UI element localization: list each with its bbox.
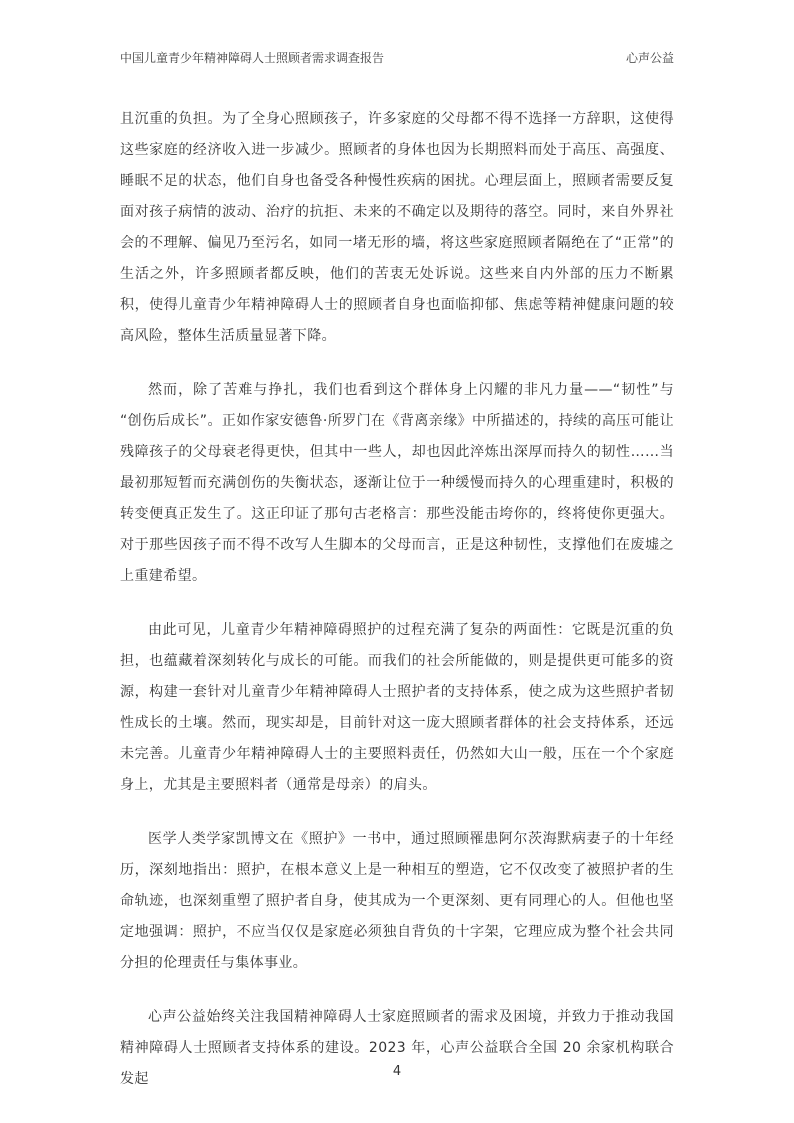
- body-paragraph: 由此可见，儿童青少年精神障碍照护的过程充满了复杂的两面性：它既是沉重的负担，也蕴藏着深刻转化与成长的可能。而我们的社会所能做的，则是提供更可能多的资源，构建一套针对儿童青少年精神障碍人士照护者的支持体系，使之成为这些照护者韧性成长的土壤。然而，现实却是，目前针对这一庞大照顾者群体的社会支持体系，还远未完善。儿童青少年精神障碍人士的主要照料责任，仍然如大山一般，压在一个个家庭身上，尤其是主要照料者（通常是母亲）的肩头。: [120, 622, 674, 793]
- body-paragraph: 且沉重的负担。为了全身心照顾孩子，许多家庭的父母都不得不选择一方辞职，这使得这些家庭的经济收入进一步减少。照顾者的身体也因为长期照料而处于高压、高强度、睡眠不足的状态，他们自身也备受各种慢性疾病的困扰。心理层面上，照顾者需要反复面对孩子病情的波动、治疗的抗拒、未来的不确定以及期待的落空。同时，来自外界社会的不理解、偏见乃至污名，如同一堵无形的墙，将这些家庭照顾者隔绝在了“正常”的生活之外，许多照顾者都反映，他们的苦衷无处诉说。这些来自内外部的压力不断累积，使得儿童青少年精神障碍人士的照顾者自身也面临抑郁、焦虑等精神健康问题的较高风险，整体生活质量显著下降。: [120, 111, 674, 344]
- body-paragraph: 心声公益始终关注我国精神障碍人士家庭照顾者的需求及困境，并致力于推动我国精神障碍人士照顾者支持体系的建设。2023 年，心声公益联合全国 20 余家机构联合发起: [120, 1009, 674, 1087]
- header-organization: 心声公益: [625, 51, 674, 65]
- page-header: [120, 50, 674, 66]
- page-footer: [0, 1064, 794, 1079]
- body-paragraph: 医学人类学家凯博文在《照护》一书中，通过照顾罹患阿尔茨海默病妻子的十年经历，深刻地指出：照护，在根本意义上是一种相互的塑造，它不仅改变了被照护者的生命轨迹，也深刻重塑了照护者自身，使其成为一个更深刻、更有同理心的人。但他也坚定地强调：照护，不应当仅仅是家庭必须独自背负的十字架，它理应成为整个社会共同分担的伦理责任与集体事业。: [120, 831, 674, 971]
- body-paragraph: 然而，除了苦难与挣扎，我们也看到这个群体身上闪耀的非凡力量——“韧性”与“创伤后成长”。正如作家安德鲁·所罗门在《背离亲缘》中所描述的，持续的高压可能让残障孩子的父母衰老得更快，但其中一些人，却也因此淬炼出深厚而持久的韧性……当最初那短暂而充满创伤的失衡状态，逐渐让位于一种缓慢而持久的心理重建时，积极的转变便真正发生了。这正印证了那句古老格言：那些没能击垮你的，终将使你更强大。对于那些因孩子而不得不改写人生脚本的父母而言，正是这种韧性，支撑他们在废墟之上重建希望。: [120, 382, 674, 584]
- page-body: [120, 104, 674, 1095]
- page-number: 4: [392, 1064, 402, 1079]
- header-report-title: 中国儿童青少年精神障碍人士照顾者需求调查报告: [120, 51, 385, 65]
